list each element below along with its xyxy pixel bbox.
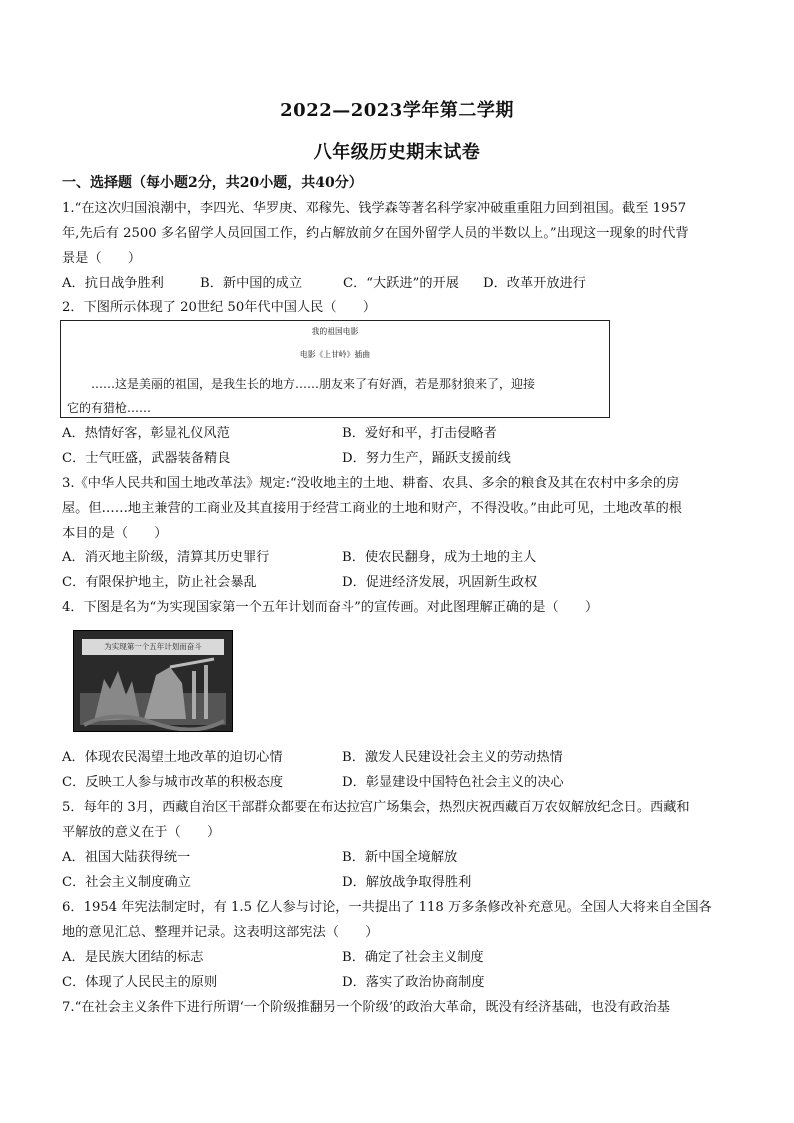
question-3-line: 本目的是（ ） [62, 526, 168, 541]
option-b[interactable]: B．激发人民建设社会主义的劳动热情 [342, 750, 563, 765]
section-heading: 一、选择题（每小题2分，共20小题，共40分） [62, 175, 363, 191]
question-6-line: 6．1954 年宪法制定时，有 1.5 亿人参与讨论，一共提出了 118 万多条修改补充意见。全国人大将来自全国各 [62, 900, 712, 915]
box-lyrics-line: ……这是美丽的祖国，是我生长的地方……朋友来了有好酒，若是那豺狼来了，迎接 [91, 377, 536, 391]
option-c[interactable]: C．社会主义制度确立 [62, 875, 191, 890]
question-6-line: 地的意见汇总、整理并记录。这表明这部宪法（ ） [62, 925, 379, 940]
option-a[interactable]: A．是民族大团结的标志 [62, 950, 204, 965]
option-d[interactable]: D．努力生产，踊跃支援前线 [342, 451, 511, 466]
question-3-line: 3.《中华人民共和国土地改革法》规定:“没收地主的土地、耕畜、农具、多余的粮食及其在农村中多余的房 [62, 476, 680, 491]
question-5-line: 5．每年的 3月，西藏自治区干部群众都要在布达拉宫广场集会，热烈庆祝西藏百万农奴解放纪念日。西藏和 [62, 800, 690, 815]
question-4-line: 4．下图是名为“为实现国家第一个五年计划而奋斗”的宣传画。对此图理解正确的是（ ） [62, 600, 599, 615]
option-a[interactable]: A．祖国大陆获得统一 [62, 850, 191, 865]
option-a[interactable]: A．热情好客，彰显礼仪风范 [62, 426, 230, 441]
option-d[interactable]: D．解放战争取得胜利 [342, 875, 472, 890]
box-title: 我的祖国电影 [311, 327, 359, 336]
question-1-line: 1.“在这次归国浪潮中，李四光、华罗庚、邓稼先、钱学森等著名科学家冲破重重阻力回到祖国。截至 1957 [62, 201, 687, 216]
option-d[interactable]: D．落实了政治协商制度 [342, 975, 485, 990]
exam-title: 八年级历史期末试卷 [313, 142, 481, 163]
option-c[interactable]: C．士气旺盛，武器装备精良 [62, 451, 231, 466]
option-b[interactable]: B．使农民翻身，成为土地的主人 [342, 550, 537, 565]
box-subtitle: 电影《上甘岭》插曲 [299, 350, 371, 359]
option-a[interactable]: A．抗日战争胜利 [62, 276, 164, 291]
box-lyrics-line: 它的有猎枪…… [67, 401, 152, 415]
poster-banner: 为实现第一个五年计划而奋斗 [82, 639, 224, 655]
option-c[interactable]: C．体现了人民民主的原则 [62, 975, 218, 990]
question-1-line: 景是（ ） [62, 251, 142, 266]
option-d[interactable]: D．彰显建设中国特色社会主义的决心 [342, 775, 564, 790]
song-lyrics-box [60, 320, 610, 418]
option-b[interactable]: B．确定了社会主义制度 [342, 950, 484, 965]
option-b[interactable]: B．新中国的成立 [200, 276, 303, 291]
propaganda-poster-image [73, 630, 233, 732]
question-5-line: 平解放的意义在于（ ） [62, 825, 221, 840]
question-7-line: 7.“在社会主义条件下进行所谓‘一个阶级推翻另一个阶级’的政治大革命，既没有经济基础，也没有政治基 [62, 1000, 670, 1015]
question-2-line: 2．下图所示体现了 20世纪 50年代中国人民（ ） [62, 300, 377, 315]
option-c[interactable]: C．反映工人参与城市改革的积极态度 [62, 775, 284, 790]
option-c[interactable]: C．有限保护地主，防止社会暴乱 [62, 575, 257, 590]
option-a[interactable]: A．体现农民渴望土地改革的迫切心情 [62, 750, 283, 765]
option-b[interactable]: B．爱好和平，打击侵略者 [342, 426, 497, 441]
poster-figures-illustration [74, 631, 232, 731]
option-d[interactable]: D．促进经济发展，巩固新生政权 [342, 575, 538, 590]
option-c[interactable]: C．“大跃进”的开展 [343, 276, 459, 291]
question-1-line: 年,先后有 2500 多名留学人员回国工作，约占解放前夕在国外留学人员的半数以上。”出现这一现象的时代背 [62, 226, 689, 241]
option-d[interactable]: D．改革开放进行 [483, 276, 586, 291]
year-title: 2022—2023学年第二学期 [280, 100, 514, 121]
question-3-line: 屋。但……地主兼营的工商业及其直接用于经营工商业的土地和财产，不得没收。”由此可见，土地改革的根 [62, 501, 682, 516]
option-a[interactable]: A．消灭地主阶级，清算其历史罪行 [62, 550, 270, 565]
option-b[interactable]: B．新中国全境解放 [342, 850, 458, 865]
